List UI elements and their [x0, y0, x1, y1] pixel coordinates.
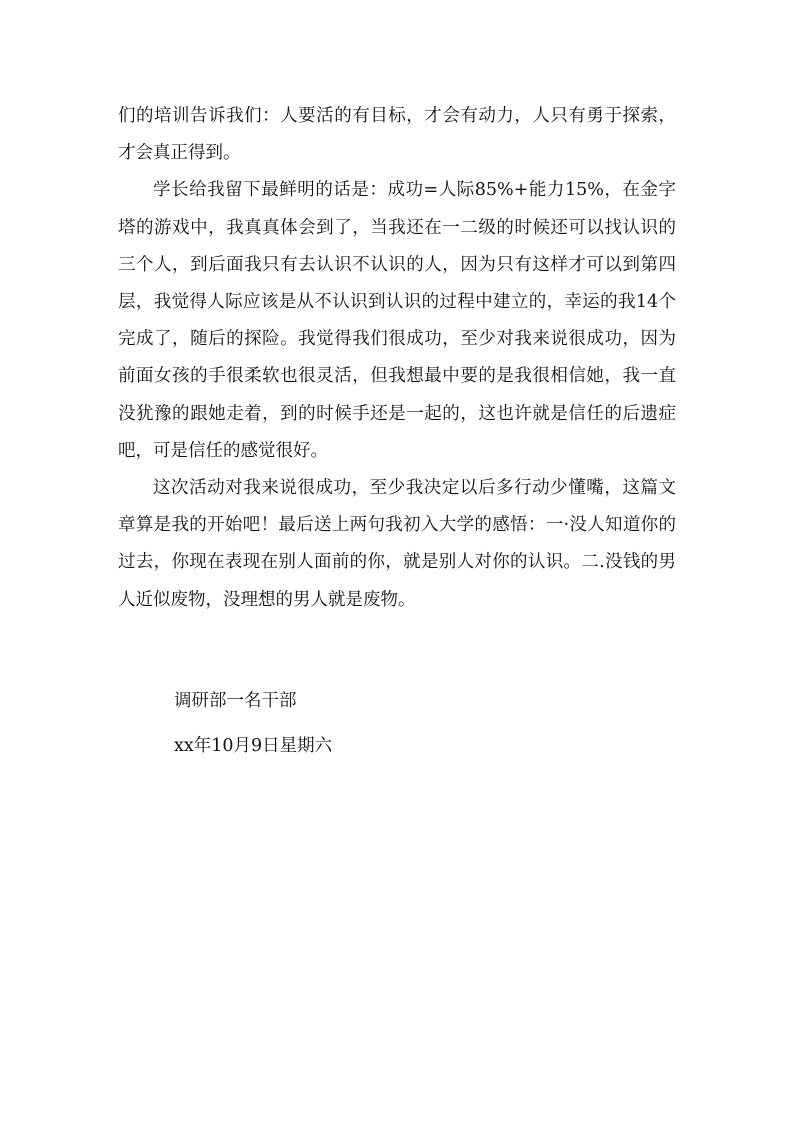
- signature-date: xx年10月9日星期六: [174, 736, 333, 756]
- paragraph-continuation: 们的培训告诉我们：人要活的有目标，才会有动力，人只有勇于探索，才会真正得到。: [118, 106, 676, 164]
- paragraph-conclusion: 这次活动对我来说很成功，至少我决定以后多行动少懂嘴，这篇文章算是我的开始吧！最后送上两句我初入大学的感悟：一·没人知道你的过去，你现在表现在别人面前的你，就是别人对你的认识。二.没钱的男人近似废物，没理想的男人就是废物。: [118, 478, 676, 610]
- document-body: [118, 98, 676, 619]
- paragraph-success-formula: 学长给我留下最鲜明的话是：成功=人际85%+能力15%，在金字塔的游戏中，我真真体会到了，当我还在一二级的时候还可以找认识的三个人，到后面我只有去认识不认识的人，因为只有这样才可以到第四层，我觉得人际应该是从不认识到认识的过程中建立的，幸运的我14个完成了，随后的探险。我觉得我们很成功，至少对我来说很成功，因为前面女孩的手很柔软也很灵活，但我想最中要的是我很相信她，我一直没犹豫的跟她走着，到的时候手还是一起的，这也许就是信任的后遗症吧，可是信任的感觉很好。: [118, 180, 676, 461]
- signature-department: 调研部一名干部: [174, 691, 297, 711]
